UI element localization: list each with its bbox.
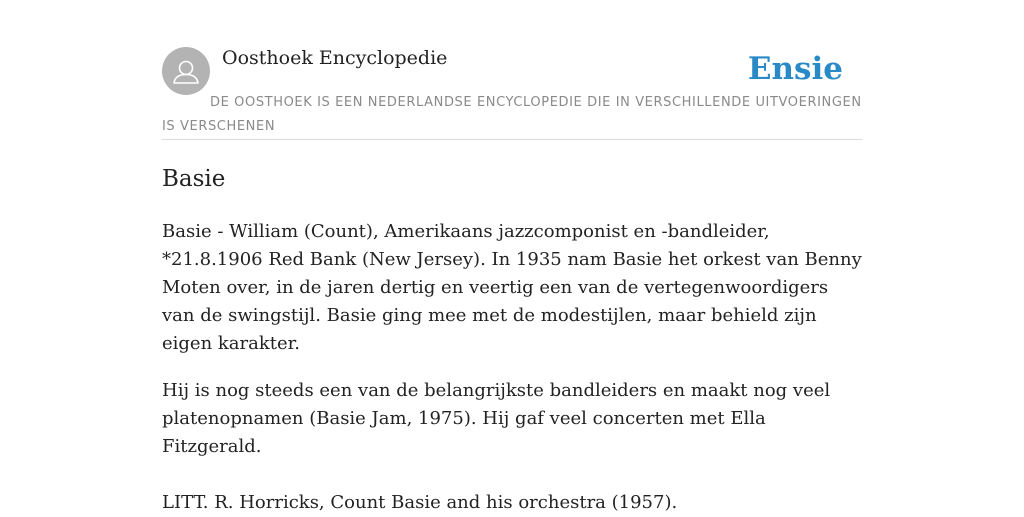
article-card bbox=[162, 44, 862, 517]
source-name-link[interactable]: Oosthoek Encyclopedie bbox=[222, 47, 448, 69]
article-literature: LITT. R. Horricks, Count Basie and his orchestra (1957). bbox=[162, 492, 678, 513]
article-paragraph-1: Basie - William (Count), Amerikaans jazzcomponist en -bandleider, *21.8.1906 Red Bank (New Jersey). In 1935 nam Basie het orkest van Benny Moten over, in de jaren dertig en veertig een van de vertegenwoordigers van de swingstijl. Basie ging mee met de modestijlen, maar behield zijn eigen karakter. bbox=[162, 221, 862, 354]
article-title: Basie bbox=[162, 166, 226, 192]
source-header bbox=[162, 44, 862, 140]
article-paragraph-2: Hij is nog steeds een van de belangrijkste bandleiders en maakt nog veel platenopnamen (Basie Jam, 1975). Hij gaf veel concerten met Ella Fitzgerald. bbox=[162, 380, 831, 457]
user-silhouette-icon[interactable] bbox=[162, 47, 210, 95]
ensie-logo[interactable]: Ensie bbox=[747, 51, 843, 87]
source-tagline: DE OOSTHOEK IS EEN NEDERLANDSE ENCYCLOPEDIE DIE IN VERSCHILLENDE UITVOERINGEN IS VERSCHENEN bbox=[162, 95, 862, 134]
